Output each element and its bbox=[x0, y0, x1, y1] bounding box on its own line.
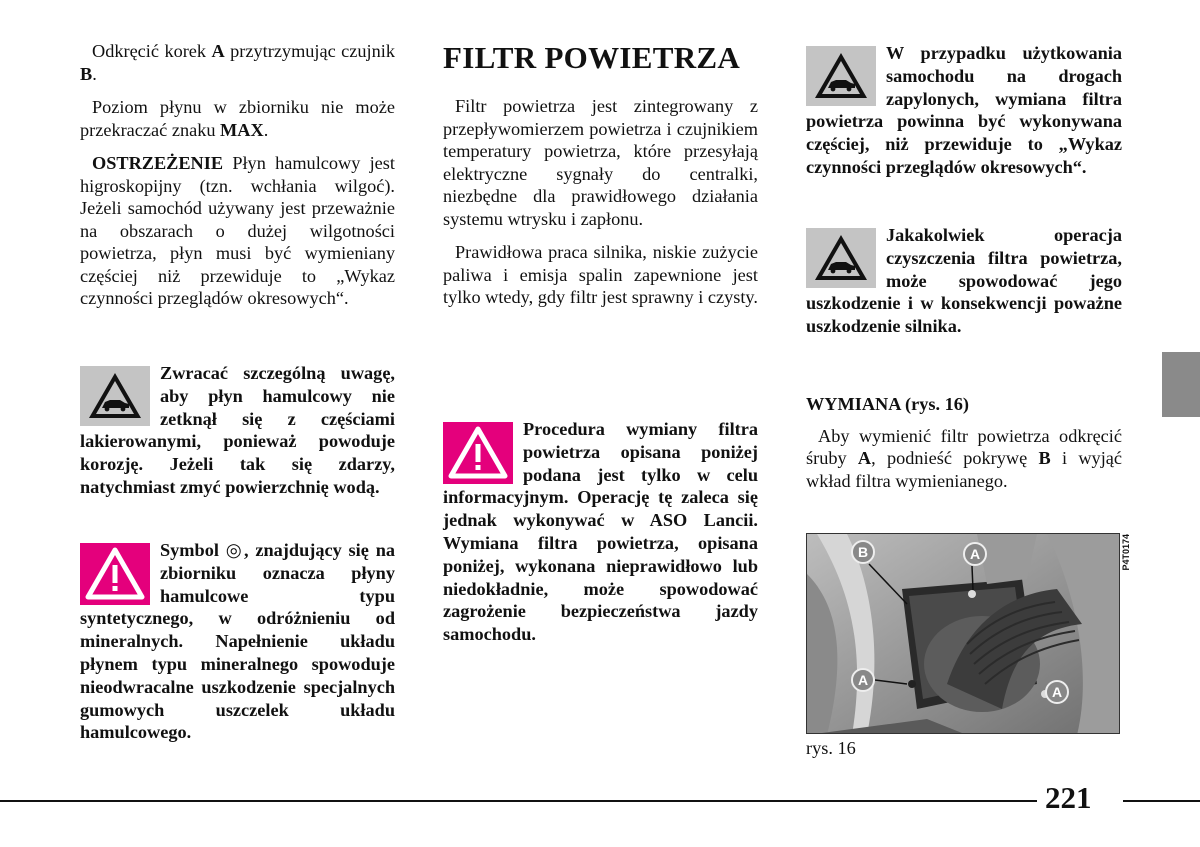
section-heading-replacement: WYMIANA (rys. 16) bbox=[806, 394, 969, 414]
car-hazard-icon bbox=[806, 228, 876, 288]
paragraph-filter-integration: Filtr powietrza jest zintegrowany z przepływomierzem powietrza i czujnikiem temperatury powietrza, które przesyłają elektryczne sygnały do centralki, niezbędne dla prawidłowego działania systemu wtrysku i zapłonu. bbox=[443, 96, 758, 229]
paragraph-fluid-level: Poziom płynu w zbiorniku nie może przekraczać znaku MAX. bbox=[80, 97, 395, 140]
label-a-top: A bbox=[969, 546, 981, 562]
figure-code: P4T0174 bbox=[1121, 534, 1131, 571]
warning-synthetic-fluid: Symbol ◎, znajdujący się na zbiorniku oznacza płyny hamulcowe typu syntetycznego, w odróżnieniu od mineralnych. Napełnienie układu płynem typu mineralnego spowoduje nieodwracalne uszkodzenie specjalnych gumowych uszczelek układu hamulcowego. bbox=[80, 540, 395, 743]
middle-column bbox=[443, 40, 758, 309]
warning-triangle-icon bbox=[80, 543, 150, 605]
label-a-left: A bbox=[857, 672, 869, 688]
warning-replacement-procedure: Procedura wymiany filtra powietrza opisana poniżej podana jest tylko w celu informacyjnym. Operację tę zaleca się jednak wykonywać w ASO Lancii. Wymiana filtra powietrza, opisana poniżej, wykonana nieprawidłowo lub niedokładnie, może spowodować zagrożenie bezpieczeństwa jazdy samochodu. bbox=[443, 419, 758, 645]
label-a-right: A bbox=[1051, 684, 1063, 700]
figure-caption: rys. 16 bbox=[806, 738, 856, 758]
chapter-tab bbox=[1162, 352, 1200, 417]
warning-paint-corrosion: Zwracać szczególną uwagę, aby płyn hamulcowy nie zetknął się z częściami lakierowanymi, ponieważ powoduje korozję. Jeżeli tak się zdarzy, natychmiast zmyć powierzchnię wodą. bbox=[80, 363, 395, 497]
left-column bbox=[80, 40, 395, 310]
warning-triangle-icon bbox=[443, 422, 513, 484]
footer-rule-left bbox=[0, 800, 1037, 802]
paragraph-engine-performance: Prawidłowa praca silnika, niskie zużycie paliwa i emisja spalin zapewnione jest tylko wtedy, gdy filtr jest sprawny i czysty. bbox=[443, 242, 758, 307]
section-title: FILTR POWIETRZA bbox=[443, 40, 741, 75]
label-b: B bbox=[857, 544, 869, 560]
footer-rule-right bbox=[1123, 800, 1200, 802]
page-number: 221 bbox=[1045, 780, 1092, 815]
paragraph-unscrew-cap: Odkręcić korek A przytrzymując czujnik B. bbox=[80, 41, 395, 84]
brake-fluid-symbol: ◎ bbox=[225, 540, 244, 560]
warning-cleaning-damage: Jakakolwiek operacja czyszczenia filtra powietrza, może spowodować jego uszkodzenie i w konsekwencji poważne uszkodzenie silnika. bbox=[806, 225, 1122, 337]
warning-dusty-roads: W przypadku użytkowania samochodu na drogach zapylonych, wymiana filtra powietrza powinna być wykonywana częściej, niż przewiduje to „Wykaz czynności przeglądów okresowych“. bbox=[806, 43, 1122, 177]
paragraph-replacement-steps: Aby wymienić filtr powietrza odkręcić śruby A, podnieść pokrywę B i wyjąć wkład filtra wymienianego. bbox=[806, 425, 1123, 491]
air-filter-photo bbox=[806, 533, 1120, 734]
replacement-section bbox=[806, 393, 1122, 492]
car-hazard-icon bbox=[80, 366, 150, 426]
paragraph-warning-hygroscopic: OSTRZEŻENIE Płyn hamulcowy jest higroskopijny (tzn. wchłania wilgoć). Jeżeli samochód używany jest przeważnie na obszarach o dużej wilgotności powietrza, płyn musi być wymieniany częściej niż przewiduje to „Wykaz czynności przeglądów okresowych“. bbox=[80, 153, 395, 308]
car-hazard-icon bbox=[806, 46, 876, 106]
